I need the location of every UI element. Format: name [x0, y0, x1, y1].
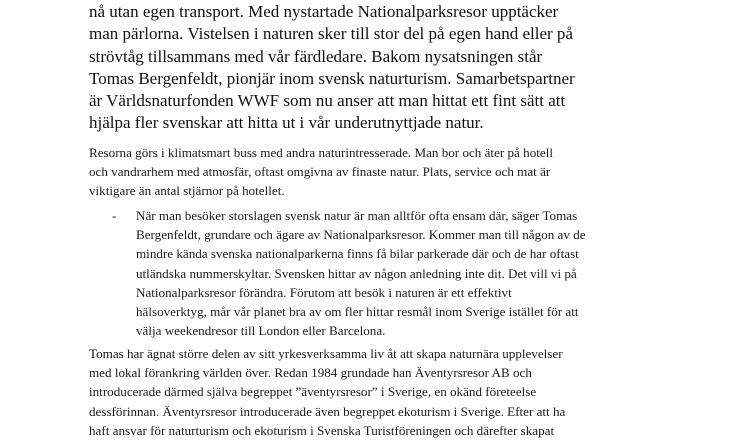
body-paragraph-travel [89, 143, 689, 201]
text-line: Nationalparksresor förändra. Förutom att besök i naturen är ett effektivt [136, 284, 512, 300]
text-line: med lokal förankring världen över. Redan 1984 grundade han Äventyrsresor AB och [89, 365, 532, 381]
text-line: hjälpa fler svenskar att hitta ut i vår underutnyttjade natur. [89, 113, 484, 133]
text-line: viktigare än antal stjärnor på hotellet. [89, 183, 285, 199]
text-line: dessförinnan. Äventyrsresor introducerade även begreppet ekoturism i Sverige. Efter att ha [89, 403, 566, 419]
quote-paragraph [136, 206, 696, 340]
text-line: Tomas Bergenfeldt, pionjär inom svensk naturturism. Samarbetspartner [89, 68, 575, 88]
text-line: haft ansvar för naturturism och ekoturism i Svenska Turistföreningen och därefter skapat [89, 422, 555, 438]
text-line: strövtåg tillsammans med vår färdledare. Bakom nysatsningen står [89, 46, 543, 66]
quote-bullet-marker: - [112, 208, 117, 223]
text-line: hälsoverktyg, mår vår planet bra av om fler hittar resmål inom Sverige istället för att [136, 304, 579, 320]
text-line: man pärlorna. Vistelsen i naturen sker till stor del på egen hand eller på [89, 24, 573, 44]
text-line: mindre kända svenska nationalparkerna finns få bilar parkerade där och de har oftast [136, 246, 579, 262]
lead-paragraph [89, 1, 729, 135]
text-line: nå utan egen transport. Med nystartade Nationalparksresor upptäcker [89, 2, 559, 21]
text-line: välja weekendresor till London eller Barcelona. [136, 323, 386, 339]
body-paragraph-biography [89, 344, 689, 440]
person-name: Tomas [89, 346, 124, 361]
text-line: är Världsnaturfonden WWF som nu anser att man hittat ett fint sätt att [89, 91, 566, 111]
text-line: Resorna görs i klimatsmart buss med andra naturintresserade. Man bor och äter på hotell [89, 145, 553, 160]
text-line: utländska nummerskyltar. Svensken hittar av någon anledning inte dit. Det vill vi på [136, 265, 577, 281]
text-line [89, 344, 689, 363]
text-line: När man besöker storslagen svensk natur är man alltför ofta ensam där, säger Tomas [136, 208, 578, 223]
text-line: och vandrarhem med atmosfär, oftast omgivna av finaste natur. Plats, service och mat är [89, 164, 551, 180]
text-line: Bergenfeldt, grundare och ägare av Nationalparksresor. Kommer man till någon av de [136, 227, 586, 243]
text-fragment: har ägnat större delen av sitt yrkesverksamma liv åt att skapa naturnära upplevelser [123, 346, 563, 361]
text-line: introducerade därmed själva begreppet ”äventyrsresor” i Sverige, en okänd företeelse [89, 384, 537, 400]
